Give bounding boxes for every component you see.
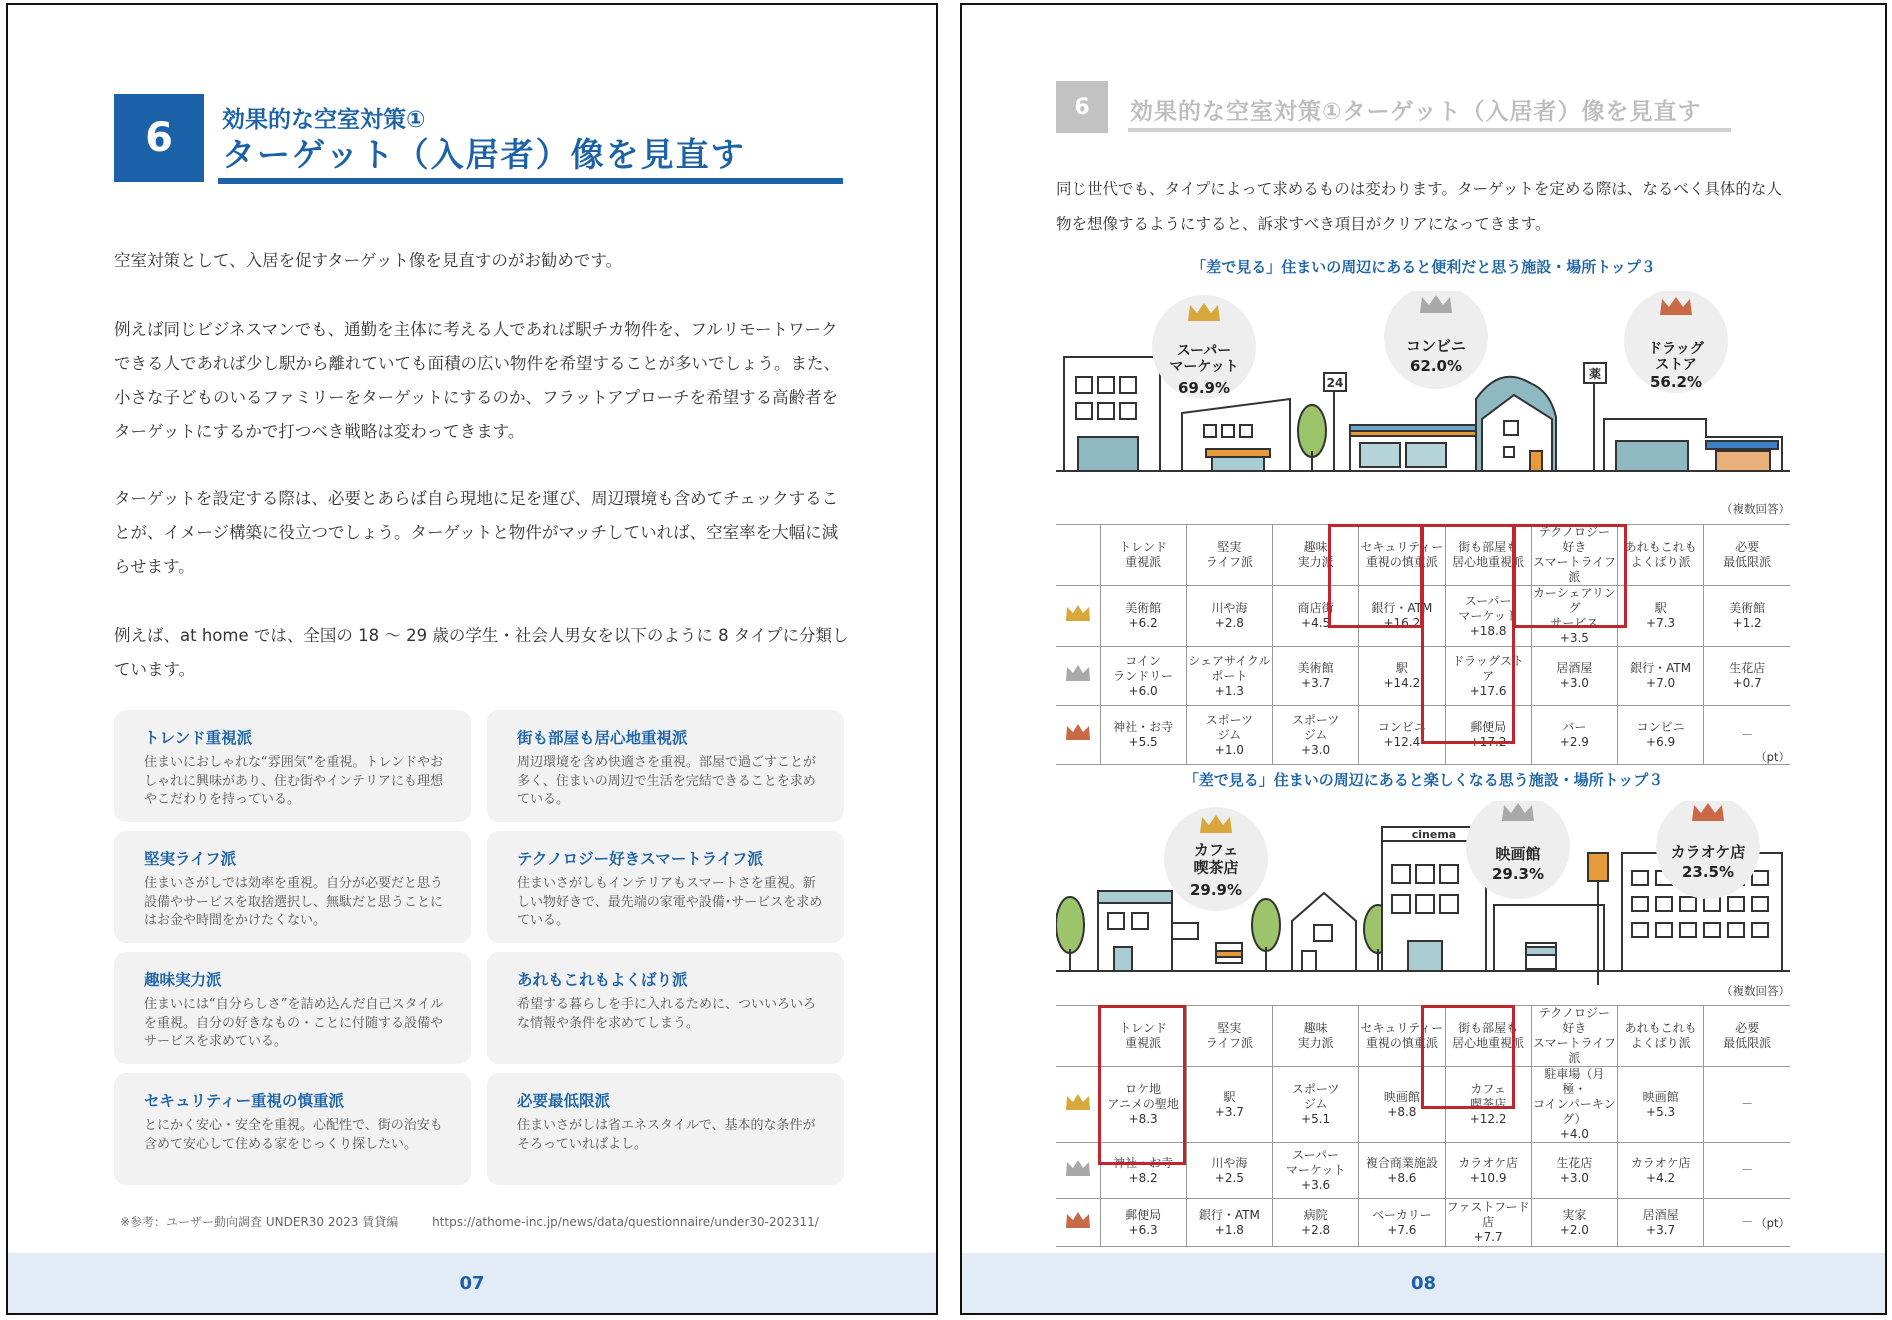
- type-card-title: あれもこれもよくばり派: [517, 971, 688, 989]
- column-header: トレンド 重視派: [1100, 1006, 1186, 1067]
- table-cell: コンビニ +12.4: [1359, 706, 1445, 765]
- table-cell: スポーツ ジム +1.0: [1186, 706, 1272, 765]
- table-row-rank-3: [1056, 1199, 1790, 1247]
- page-footer: [8, 1253, 936, 1313]
- table-cell: 川や海 +2.5: [1186, 1143, 1272, 1199]
- table-cell: 川や海 +2.8: [1186, 586, 1272, 647]
- table-cell: カーシェアリング サービス +3.5: [1532, 586, 1616, 645]
- table-cell: －: [1704, 1067, 1790, 1143]
- table-row-rank-1: [1056, 586, 1790, 647]
- type-card-desc: 希望する暮らしを手に入れるために、ついいろいろな情報や条件を求めてしまう。: [517, 997, 817, 1031]
- table-cell: スポーツ ジム +3.0: [1273, 706, 1359, 765]
- badge-1: [1152, 295, 1256, 399]
- rank-1-crown-icon: [1056, 1067, 1100, 1143]
- column-header: 趣味 実力派: [1273, 525, 1359, 586]
- table-cell: カラオケ店 +4.2: [1618, 1143, 1704, 1199]
- section-title: 効果的な空室対策①ターゲット（入居者）像を見直す: [1130, 99, 1702, 125]
- column-header: テクノロジー好き スマートライフ派: [1532, 525, 1616, 584]
- table-cell: 駐車場（月極・ コインパーキング） +4.0: [1533, 1067, 1616, 1141]
- table-header-row: [1056, 1006, 1790, 1067]
- type-card-title: テクノロジー好きスマートライフ派: [517, 850, 763, 868]
- table-cell: スーパー マーケット +18.8: [1445, 586, 1531, 647]
- column-header: 趣味 実力派: [1273, 1006, 1359, 1067]
- column-header: あれもこれも よくばり派: [1618, 525, 1704, 586]
- paragraph-intro: 空室対策として、入居を促すターゲット像を見直すのがお勧めです。: [114, 251, 623, 270]
- paragraph-target: ターゲットを設定する際は、必要とあらば自ら現地に足を運び、周辺環境も含めてチェックすることが、イメージ構築に役立つでしょう。ターゲットと物件がマッチしていれば、空室率を大幅に減らせます。: [114, 489, 839, 576]
- rank-2-crown-icon: [1056, 1143, 1100, 1199]
- townscape-convenient-illustration: [1056, 291, 1790, 491]
- table-cell: 美術館 +6.2: [1100, 586, 1186, 647]
- table-cell: コイン ランドリー +6.0: [1100, 647, 1186, 706]
- chart-title-convenient: 「差で見る」住まいの周辺にあると便利だと思う施設・場所トップ３: [1191, 258, 1656, 276]
- ranking-table-enjoyable: [1056, 1005, 1790, 1247]
- table-cell: カラオケ店 +10.9: [1445, 1143, 1531, 1199]
- type-card-desc: 住まいさがしでは効率を重視。自分が必要だと思う設備やサービスを取捨選択し、無駄だと思うことにはお金や時間をかけたくない。: [144, 876, 444, 928]
- header-corner: [1056, 525, 1100, 586]
- title-underline: [1128, 128, 1731, 132]
- table-cell: 生花店 +3.0: [1531, 1143, 1617, 1199]
- table-cell: 神社・お寺 +8.2: [1100, 1143, 1186, 1199]
- badge-value: 69.9%: [1177, 379, 1231, 397]
- column-header: 堅実 ライフ派: [1186, 525, 1272, 586]
- drugstore-sign: 薬: [1588, 367, 1602, 381]
- type-card-title: 堅実ライフ派: [144, 850, 237, 868]
- type-card-title: 街も部屋も居心地重視派: [517, 729, 688, 747]
- type-card-desc: 住まいにおしゃれな“雰囲気”を重視。トレンドやおしゃれに興味があり、住む街やインテリアにも理想やこだわりを持っている。: [144, 755, 444, 807]
- type-card: [487, 1073, 844, 1185]
- table-row-rank-3: [1056, 706, 1790, 765]
- table-cell: 郵便局 +6.3: [1100, 1199, 1186, 1247]
- badge-value: 23.5%: [1681, 863, 1735, 881]
- table-cell: ロケ地 アニメの聖地 +8.3: [1100, 1067, 1186, 1143]
- paragraph-intro: 同じ世代でも、タイプによって求めるものは変わります。ターゲットを定める際は、なるべく具体的な人物を想像するようにすると、訴求すべき項目がクリアになってきます。: [1056, 180, 1782, 233]
- column-header: セキュリティー 重視の慎重派: [1359, 525, 1445, 586]
- table-cell: －: [1704, 706, 1790, 765]
- type-card-title: セキュリティー重視の慎重派: [144, 1092, 344, 1110]
- type-card-title: 趣味実力派: [144, 971, 222, 989]
- table-header-row: [1056, 525, 1790, 586]
- table-cell: 銀行・ATM +16.2: [1359, 586, 1445, 647]
- page-footer: [962, 1253, 1885, 1313]
- type-card: [114, 710, 471, 822]
- note-multiple-answers: （複数回答）: [1721, 984, 1790, 998]
- table-cell: 居酒屋 +3.0: [1531, 647, 1617, 706]
- badge-value: 56.2%: [1649, 373, 1703, 391]
- badge-label: コンビニ: [1405, 337, 1467, 355]
- note-pt: （pt）: [1755, 1216, 1790, 1230]
- type-card-title: トレンド重視派: [144, 729, 253, 747]
- table-cell: 神社・お寺 +5.5: [1100, 706, 1186, 765]
- badge-label: ドラッグストア: [1648, 341, 1704, 374]
- badge-value: 62.0%: [1409, 357, 1463, 375]
- table-cell: 病院 +2.8: [1273, 1199, 1359, 1247]
- column-header: 街も部屋も 居心地重視派: [1445, 525, 1531, 586]
- header-corner: [1056, 1006, 1100, 1067]
- table-cell: 美術館 +1.2: [1704, 586, 1790, 647]
- table-cell: 駅 +3.7: [1186, 1067, 1272, 1143]
- rank-3-crown-icon: [1056, 706, 1100, 765]
- table-cell: スポーツ ジム +5.1: [1273, 1067, 1359, 1143]
- type-card: [487, 952, 844, 1064]
- section-subtitle: 効果的な空室対策①: [222, 107, 426, 133]
- table-row-rank-2: [1056, 1143, 1790, 1199]
- store-24-sign: 24: [1326, 376, 1344, 390]
- table-cell: 郵便局 +17.2: [1445, 706, 1531, 765]
- table-cell: 居酒屋 +3.7: [1618, 1199, 1704, 1247]
- page-number: 07: [459, 1272, 485, 1294]
- townscape-enjoyable-illustration: [1056, 801, 1790, 991]
- cinema-sign: cinema: [1411, 828, 1457, 841]
- chart-title-enjoyable: 「差で見る」住まいの周辺にあると楽しくなる思う施設・場所トップ３: [1183, 771, 1664, 789]
- table-cell: 複合商業施設 +8.6: [1359, 1143, 1445, 1199]
- table-cell: シェアサイクル ポート +1.3: [1186, 647, 1272, 706]
- table-cell: －: [1704, 1199, 1790, 1247]
- type-card-desc: 周辺環境を含め快適さを重視。部屋で過ごすことが多く、住まいの周辺で生活を完結できることを求めている。: [517, 755, 817, 807]
- ranking-table-convenient: [1056, 524, 1790, 765]
- table-cell: スーパー マーケット +3.6: [1273, 1143, 1359, 1199]
- page-right: [960, 3, 1887, 1315]
- type-card-desc: とにかく安心・安全を重視。心配性で、街の治安も含めて安心して住める家をじっくり探したい。: [144, 1118, 443, 1152]
- type-card: [487, 831, 844, 943]
- note-multiple-answers: （複数回答）: [1721, 502, 1790, 516]
- badge-label: スーパーマーケット: [1169, 343, 1239, 376]
- table-cell: 銀行・ATM +7.0: [1618, 647, 1704, 706]
- column-header: 必要 最低限派: [1704, 525, 1790, 586]
- rank-2-crown-icon: [1056, 647, 1100, 706]
- title-underline: [218, 178, 843, 184]
- column-header: 必要 最低限派: [1704, 1006, 1790, 1067]
- type-cards: [114, 710, 852, 1185]
- page-left: [6, 3, 938, 1315]
- type-card: [114, 952, 471, 1064]
- table-cell: 商店街 +4.5: [1273, 586, 1359, 647]
- table-cell: 駅 +14.2: [1359, 647, 1445, 706]
- type-card-desc: 住まいさがしもインテリアもスマートさを重視。新しい物好きで、最先端の家電や設備･サービスを求めている。: [517, 876, 823, 928]
- type-card: [487, 710, 844, 822]
- reference-note: [120, 1213, 849, 1230]
- type-card: [114, 1073, 471, 1185]
- table-cell: －: [1704, 1143, 1790, 1199]
- section-title: ターゲット（入居者）像を見直す: [222, 135, 746, 174]
- paragraph-athome: 例えば、at home では、全国の 18 〜 29 歳の学生・社会人男女を以下のように 8 タイプに分類しています。: [114, 626, 849, 679]
- table-cell: コンビニ +6.9: [1618, 706, 1704, 765]
- table-cell: ファストフード店 +7.7: [1445, 1199, 1531, 1247]
- table-cell: 実家 +2.0: [1531, 1199, 1617, 1247]
- type-card-desc: 住まいさがしは省エネスタイルで、基本的な条件がそろっていればよし。: [517, 1118, 816, 1152]
- section-number-box: 6: [1056, 81, 1108, 133]
- table-cell: カフェ 喫茶店 +12.2: [1445, 1067, 1531, 1143]
- badge-label: カフェ喫茶店: [1193, 841, 1239, 877]
- column-header: セキュリティー 重視の慎重派: [1359, 1006, 1445, 1067]
- table-cell: 映画館 +5.3: [1618, 1067, 1704, 1143]
- badge-3: [1624, 291, 1728, 393]
- table-cell: ドラッグストア +17.6: [1445, 647, 1531, 706]
- table-cell: 駅 +7.3: [1618, 586, 1704, 647]
- column-header: トレンド 重視派: [1100, 525, 1186, 586]
- badge-label: カラオケ店: [1670, 843, 1746, 861]
- table-row-rank-1: [1056, 1067, 1790, 1143]
- note-pt: （pt）: [1755, 750, 1790, 764]
- column-header: 街も部屋も 居心地重視派: [1445, 1006, 1531, 1067]
- type-card: [114, 831, 471, 943]
- badge-1: [1164, 807, 1268, 911]
- type-card-title: 必要最低限派: [517, 1092, 611, 1110]
- table-cell: 美術館 +3.7: [1273, 647, 1359, 706]
- paragraph-example: 例えば同じビジネスマンでも、通勤を主体に考える人であれば駅チカ物件を、フルリモートワークできる人であれば少し駅から離れていても面積の広い物件を希望することが多いでしょう。また、小さな子どものいるファミリーをターゲットにするのか、フラットアプローチを希望する高齢者をターゲットにするかで打つべき戦略は変わってきます。: [114, 320, 840, 441]
- section-number-box: 6: [114, 94, 204, 182]
- reference-text: ※参考：ユーザー動向調査 UNDER30 2023 賃貸編: [120, 1215, 399, 1229]
- rank-3-crown-icon: [1056, 1199, 1100, 1247]
- badge-value: 29.9%: [1189, 881, 1243, 899]
- table-cell: 生花店 +0.7: [1704, 647, 1790, 706]
- table-row-rank-2: [1056, 647, 1790, 706]
- badge-label: 映画館: [1495, 845, 1541, 863]
- rank-1-crown-icon: [1056, 586, 1100, 647]
- svg-text:スーパーマーケット: [1169, 343, 1238, 375]
- badge-value: 29.3%: [1491, 865, 1545, 883]
- table-cell: 銀行・ATM +1.8: [1186, 1199, 1272, 1247]
- reference-url[interactable]: https://athome-inc.jp/news/data/questionnaire/under30-202311/: [432, 1215, 819, 1229]
- table-cell: バー +2.9: [1531, 706, 1617, 765]
- badge-2: [1384, 291, 1488, 389]
- table-cell: ベーカリー +7.6: [1359, 1199, 1445, 1247]
- column-header: 堅実 ライフ派: [1186, 1006, 1272, 1067]
- table-cell: 映画館 +8.8: [1359, 1067, 1445, 1143]
- type-card-desc: 住まいには“自分らしさ”を詰め込んだ自己スタイルを重視。自分の好きなもの・ことに付随する設備やサービスを求めている。: [144, 997, 444, 1049]
- column-header: テクノロジー好き スマートライフ派: [1532, 1006, 1616, 1065]
- page-number: 08: [1410, 1272, 1437, 1294]
- column-header: あれもこれも よくばり派: [1618, 1006, 1704, 1067]
